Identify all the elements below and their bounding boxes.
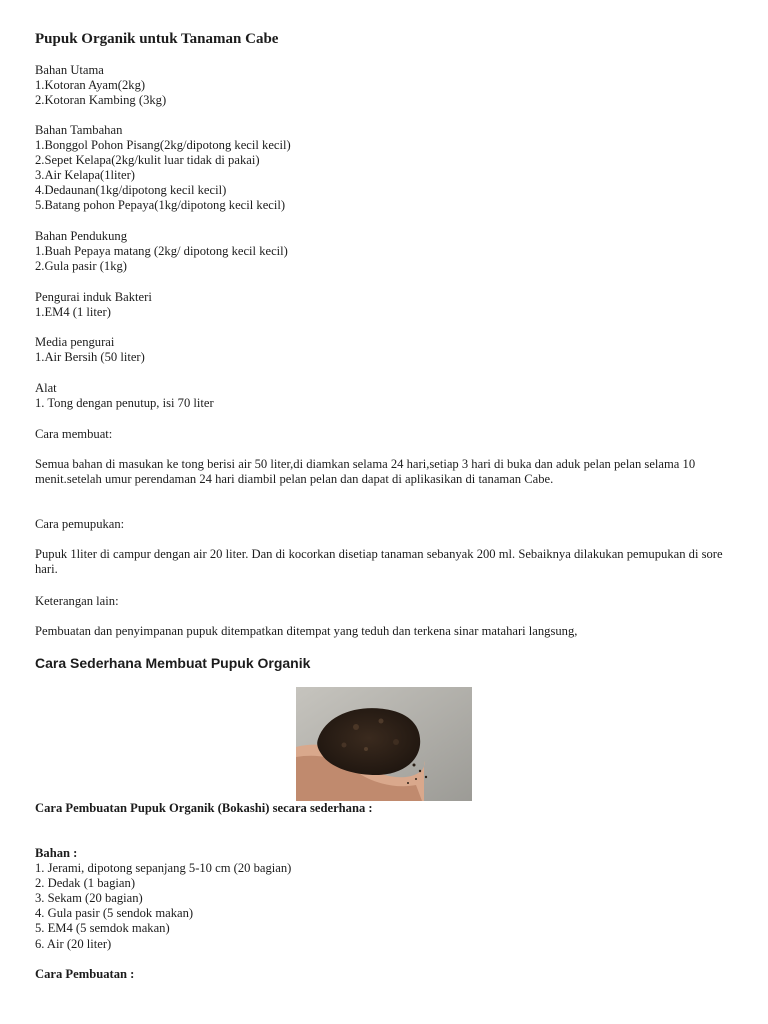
compost-in-hand-photo xyxy=(296,687,472,801)
alat-section xyxy=(35,381,740,411)
list-item: 4. Gula pasir (5 sendok makan) xyxy=(35,906,194,921)
list-item: 3. Sekam (20 bagian) xyxy=(35,891,143,906)
cara-pemupukan-heading-block xyxy=(35,517,740,532)
list-item: 1. Tong dengan penutup, isi 70 liter xyxy=(35,396,214,411)
list-item: 1.Buah Pepaya matang (2kg/ dipotong kecil kecil) xyxy=(35,244,288,259)
cara-membuat-paragraph: Semua bahan di masukan ke tong berisi air 50 liter,di diamkan selama 24 hari,setiap 3 hari di buka dan aduk pelan pelan selama 10 menit.setelah umur perendaman 24 hari diambil pelan pelan dan dapat di aplikasikan di tanaman Cabe. xyxy=(35,457,696,487)
list-item: 5. EM4 (5 semdok makan) xyxy=(35,921,170,936)
keterangan-heading-block xyxy=(35,594,740,609)
section-heading: Bahan Tambahan xyxy=(35,123,123,137)
bahan-section xyxy=(35,846,740,952)
list-item: 2. Dedak (1 bagian) xyxy=(35,876,136,891)
cara-pemupukan-paragraph: Pupuk 1liter di campur dengan air 20 liter. Dan di kocorkan disetiap tanaman sebanyak 200 ml. Sebaiknya dilakukan pemupukan di sore hari. xyxy=(35,547,723,577)
section-heading: Cara pemupukan: xyxy=(35,517,125,531)
cara-membuat-heading-block xyxy=(35,427,740,442)
list-item: 1.Bonggol Pohon Pisang(2kg/dipotong kecil kecil) xyxy=(35,138,291,153)
list-item: 2.Kotoran Kambing (3kg) xyxy=(35,93,167,108)
cara-pembuatan-heading: Cara Pembuatan : xyxy=(35,967,135,981)
bahan-tambahan-section xyxy=(35,123,740,214)
section-heading: Media pengurai xyxy=(35,335,115,349)
list-item: 4.Dedaunan(1kg/dipotong kecil kecil) xyxy=(35,183,227,198)
pengurai-section xyxy=(35,290,740,320)
section-heading: Alat xyxy=(35,381,57,395)
media-section xyxy=(35,335,740,365)
compost-photo-illustration xyxy=(296,687,472,801)
list-item: 1.Air Bersih (50 liter) xyxy=(35,350,145,365)
list-item: 5.Batang pohon Pepaya(1kg/dipotong kecil kecil) xyxy=(35,198,286,213)
section2-title: Cara Sederhana Membuat Pupuk Organik xyxy=(35,655,311,671)
section-heading: Bahan Pendukung xyxy=(35,229,127,243)
section-heading: Cara membuat: xyxy=(35,427,113,441)
list-item: 1. Jerami, dipotong sepanjang 5-10 cm (20 bagian) xyxy=(35,861,292,876)
list-item: 6. Air (20 liter) xyxy=(35,936,112,951)
section-heading: Bahan : xyxy=(35,846,78,860)
list-item: 1.EM4 (1 liter) xyxy=(35,305,111,320)
keterangan-paragraph: Pembuatan dan penyimpanan pupuk ditempatkan ditempat yang teduh dan terkena sinar matahari langsung, xyxy=(35,624,578,638)
bokashi-heading-block xyxy=(35,801,740,816)
list-item: 3.Air Kelapa(1liter) xyxy=(35,168,136,183)
section-heading: Keterangan lain: xyxy=(35,594,119,608)
bahan-pendukung-section xyxy=(35,229,740,274)
list-item: 2.Gula pasir (1kg) xyxy=(35,259,127,274)
bahan-utama-section xyxy=(35,63,740,108)
section-heading: Pengurai induk Bakteri xyxy=(35,290,152,304)
list-item: 1.Kotoran Ayam(2kg) xyxy=(35,78,146,93)
section-heading: Bahan Utama xyxy=(35,63,104,77)
list-item: 2.Sepet Kelapa(2kg/kulit luar tidak di pakai) xyxy=(35,153,260,168)
document-title: Pupuk Organik untuk Tanaman Cabe xyxy=(35,31,279,47)
bokashi-heading: Cara Pembuatan Pupuk Organik (Bokashi) secara sederhana : xyxy=(35,801,373,815)
cara-pembuatan-heading-block xyxy=(35,967,740,982)
